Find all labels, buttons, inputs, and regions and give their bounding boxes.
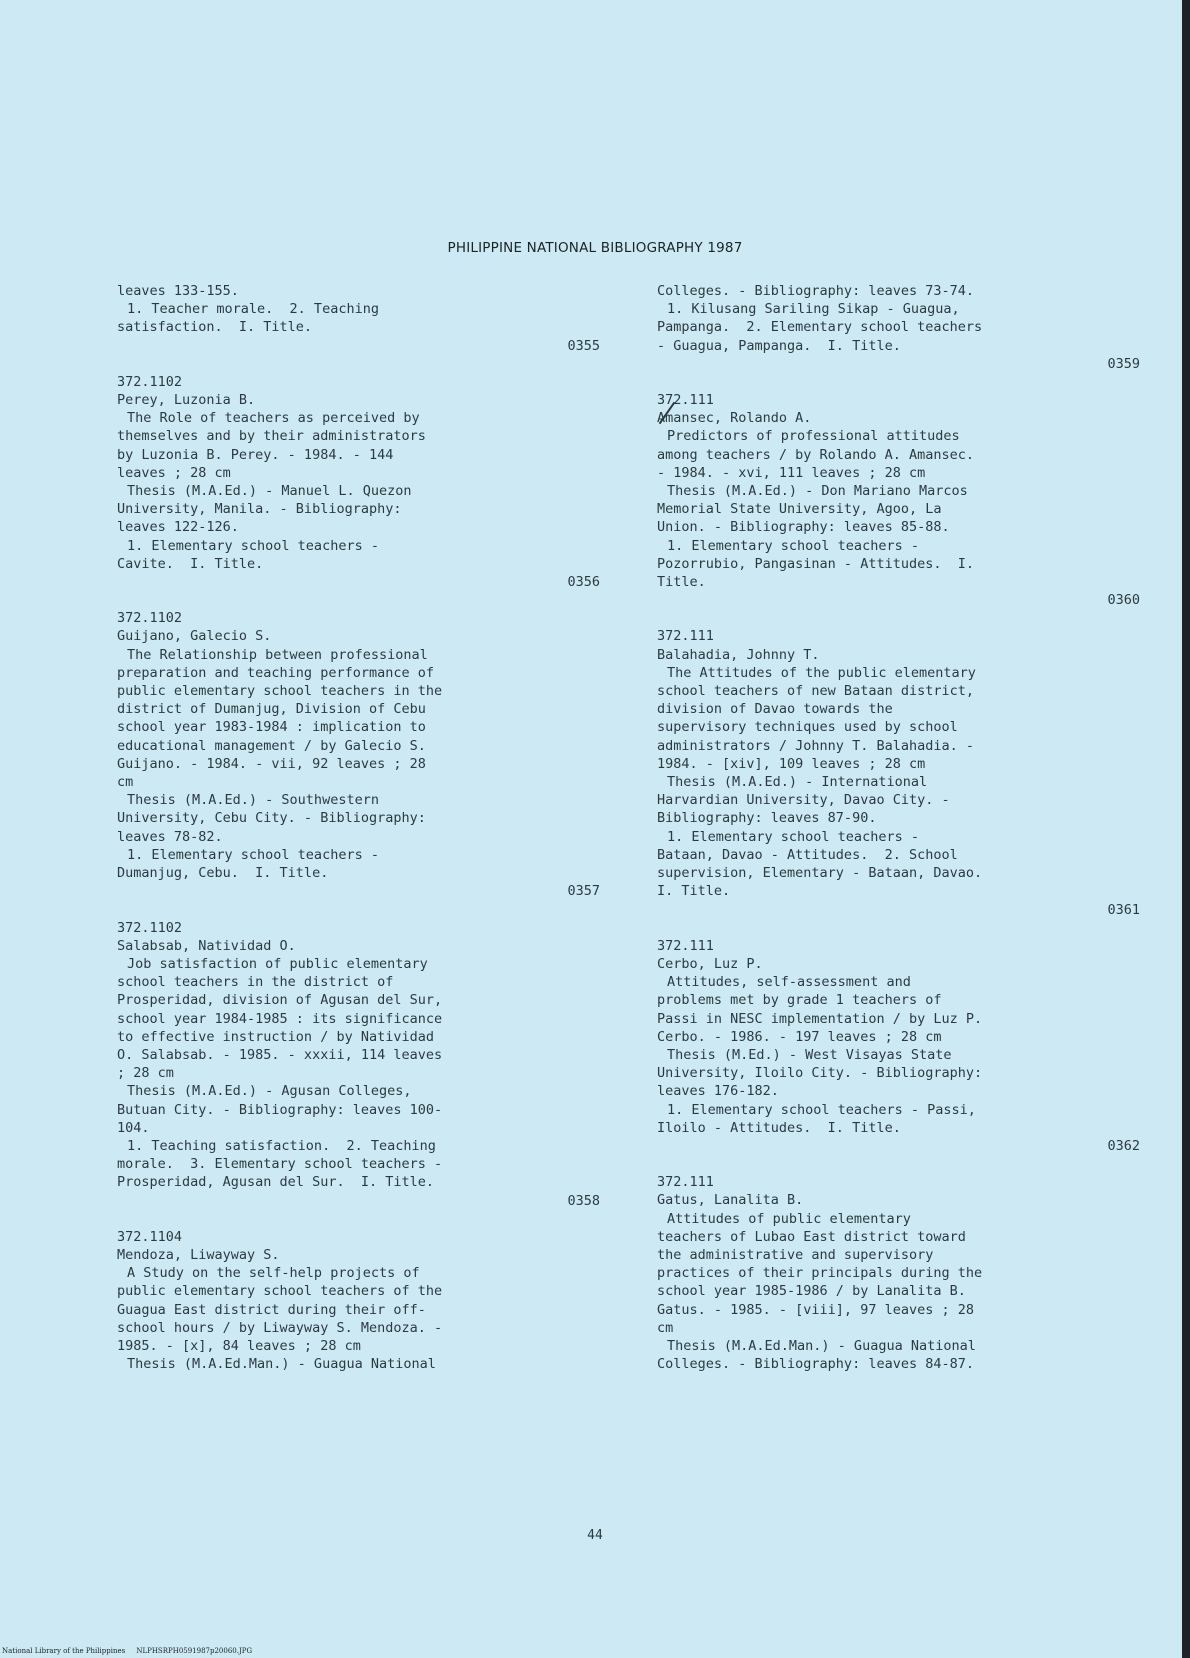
entry-line: Guijano, Galecio S.	[117, 628, 272, 645]
entry-line: Colleges. - Bibliography: leaves 84-87.	[657, 1356, 974, 1373]
entry-line: public elementary school teachers in the	[117, 683, 443, 700]
entry-line: Perey, Luzonia B.	[117, 392, 256, 409]
entry-line: 1985. - [x], 84 leaves ; 28 cm	[117, 1337, 361, 1354]
entry-line: 1. Teaching satisfaction. 2. Teaching	[127, 1137, 436, 1154]
entry-line: 1. Elementary school teachers -	[667, 828, 919, 845]
catalog-entry	[657, 391, 1142, 609]
entry-line: Prosperidad, division of Agusan del Sur,	[117, 992, 443, 1009]
entry-line: supervisory techniques used by school	[657, 719, 958, 736]
entry-line: Pozorrubio, Pangasinan - Attitudes. I.	[657, 555, 974, 572]
entry-line: Thesis (M.Ed.) - West Visayas State	[667, 1046, 952, 1063]
catalog-entry	[117, 373, 602, 591]
entry-line: themselves and by their administrators	[117, 428, 426, 445]
entry-line: Gatus. - 1985. - [viii], 97 leaves ; 28	[657, 1301, 974, 1318]
catalog-entry	[657, 627, 1142, 918]
entry-line: school teachers of new Bataan district,	[657, 683, 974, 700]
entry-line: 1. Elementary school teachers - Passi,	[667, 1101, 976, 1118]
entry-line: cm	[117, 774, 134, 791]
entry-gap	[657, 1155, 1142, 1173]
call-number: 372.111	[657, 937, 714, 954]
entry-line: O. Salabsab. - 1985. - xxxii, 114 leaves	[117, 1046, 443, 1063]
entry-line: school year 1985-1986 / by Lanalita B.	[657, 1283, 966, 1300]
entry-gap	[657, 373, 1142, 391]
entry-line: ; 28 cm	[117, 1065, 174, 1082]
entry-line: Bataan, Davao - Attitudes. 2. School	[657, 846, 958, 863]
entry-line: University, Iloilo City. - Bibliography:	[657, 1065, 983, 1082]
catalog-entry	[117, 919, 602, 1210]
entry-line: Prosperidad, Agusan del Sur. I. Title.	[117, 1174, 434, 1191]
entry-line: Thesis (M.A.Ed.Man.) - Guagua National	[127, 1356, 436, 1373]
entry-line: satisfaction. I. Title.	[117, 319, 313, 336]
entry-line: school hours / by Liwayway S. Mendoza. -	[117, 1319, 443, 1336]
call-number: 372.1102	[117, 919, 183, 936]
entry-line: Attitudes, self-assessment and	[667, 974, 911, 991]
catalog-entry	[657, 937, 1142, 1155]
entry-number: 0361	[1107, 901, 1140, 918]
entry-line: leaves 78-82.	[117, 828, 223, 845]
entry-line: Butuan City. - Bibliography: leaves 100-	[117, 1101, 443, 1118]
entry-line: practices of their principals during the	[657, 1265, 983, 1282]
entry-line: Predictors of professional attitudes	[667, 428, 960, 445]
catalog-entry	[117, 282, 602, 355]
entry-gap	[117, 1210, 602, 1228]
entry-line: The Role of teachers as perceived by	[127, 410, 420, 427]
left-column	[117, 282, 602, 1373]
entry-number: 0355	[567, 337, 600, 354]
entry-line: 1984. - [xiv], 109 leaves ; 28 cm	[657, 755, 926, 772]
entry-line: 1. Elementary school teachers -	[127, 846, 379, 863]
entry-line: Thesis (M.A.Ed.Man.) - Guagua National	[667, 1337, 976, 1354]
entry-number: 0358	[567, 1192, 600, 1209]
entry-line: Passi in NESC implementation / by Luz P.	[657, 1010, 983, 1027]
entry-line: University, Cebu City. - Bibliography:	[117, 810, 426, 827]
entry-line: - Guagua, Pampanga. I. Title.	[657, 337, 901, 354]
entry-line: supervision, Elementary - Bataan, Davao.	[657, 865, 983, 882]
entry-line: school year 1984-1985 : its significance	[117, 1010, 443, 1027]
entry-line: Dumanjug, Cebu. I. Title.	[117, 865, 329, 882]
entry-line: cm	[657, 1319, 674, 1336]
entry-line: Salabsab, Natividad O.	[117, 937, 296, 954]
entry-line: to effective instruction / by Natividad	[117, 1028, 434, 1045]
entry-line: The Relationship between professional	[127, 646, 428, 663]
call-number: 372.111	[657, 1174, 714, 1191]
page-number: 44	[587, 1528, 603, 1543]
right-column	[657, 282, 1142, 1373]
entry-line: Thesis (M.A.Ed.) - Southwestern	[127, 792, 379, 809]
entry-line: Colleges. - Bibliography: leaves 73-74.	[657, 283, 974, 299]
entry-line: Title.	[657, 574, 706, 591]
entry-line: preparation and teaching performance of	[117, 664, 434, 681]
call-number: 372.1102	[117, 610, 183, 627]
catalog-entry	[117, 1228, 602, 1374]
entry-line: administrators / Johnny T. Balahadia. -	[657, 737, 974, 754]
entry-gap	[657, 919, 1142, 937]
catalog-entry	[657, 1173, 1142, 1373]
entry-line: public elementary school teachers of the	[117, 1283, 443, 1300]
entry-line: school year 1983-1984 : implication to	[117, 719, 426, 736]
entry-number: 0357	[567, 883, 600, 900]
entry-line: Iloilo - Attitudes. I. Title.	[657, 1119, 901, 1136]
entry-line: - 1984. - xvi, 111 leaves ; 28 cm	[657, 464, 926, 481]
entry-number: 0362	[1107, 1137, 1140, 1154]
entry-gap	[117, 901, 602, 919]
entry-line: Cavite. I. Title.	[117, 555, 264, 572]
entry-line: Thesis (M.A.Ed.) - Manuel L. Quezon	[127, 483, 412, 500]
entry-line: Cerbo. - 1986. - 197 leaves ; 28 cm	[657, 1028, 942, 1045]
entry-gap	[657, 609, 1142, 627]
entry-number: 0359	[1107, 355, 1140, 372]
call-number: 372.1104	[117, 1228, 183, 1245]
entry-line: leaves 133-155.	[117, 283, 239, 299]
entry-line: the administrative and supervisory	[657, 1246, 934, 1263]
entry-number: 0360	[1107, 592, 1140, 609]
entry-number: 0356	[567, 574, 600, 591]
entry-line: Memorial State University, Agoo, La	[657, 501, 942, 518]
entry-line: Thesis (M.A.Ed.) - Agusan Colleges,	[127, 1083, 412, 1100]
entry-line: 1. Teacher morale. 2. Teaching	[127, 301, 379, 318]
catalog-entry	[117, 609, 602, 900]
entry-line: Job satisfaction of public elementary	[127, 955, 428, 972]
catalog-entry	[657, 282, 1142, 373]
entry-line: among teachers / by Rolando A. Amansec.	[657, 446, 974, 463]
entry-line: leaves 122-126.	[117, 519, 239, 536]
entry-line: 1. Kilusang Sariling Sikap - Guagua,	[667, 301, 960, 318]
entry-line: leaves 176-182.	[657, 1083, 779, 1100]
entry-line: 1. Elementary school teachers -	[667, 537, 919, 554]
entry-line: Gatus, Lanalita B.	[657, 1192, 804, 1209]
call-number: 372.1102	[117, 373, 183, 390]
entry-line: morale. 3. Elementary school teachers -	[117, 1156, 443, 1173]
entry-line: Thesis (M.A.Ed.) - International	[667, 774, 928, 791]
entry-gap	[117, 591, 602, 609]
entry-gap	[117, 355, 602, 373]
entry-line: University, Manila. - Bibliography:	[117, 501, 402, 518]
entry-line: problems met by grade 1 teachers of	[657, 992, 942, 1009]
entry-line: leaves ; 28 cm	[117, 464, 231, 481]
entry-line: educational management / by Galecio S.	[117, 737, 426, 754]
entry-line: district of Dumanjug, Division of Cebu	[117, 701, 426, 718]
entry-line: division of Davao towards the	[657, 701, 893, 718]
entry-line: Bibliography: leaves 87-90.	[657, 810, 877, 827]
entry-line: Harvardian University, Davao City. -	[657, 792, 950, 809]
running-head: PHILIPPINE NATIONAL BIBLIOGRAPHY 1987	[447, 240, 743, 256]
entry-line: Union. - Bibliography: leaves 85-88.	[657, 519, 950, 536]
entry-line: Thesis (M.A.Ed.) - Don Mariano Marcos	[667, 483, 968, 500]
call-number: 372.111	[657, 392, 714, 409]
entry-line: Amansec, Rolando A.	[657, 410, 812, 427]
entry-line: Mendoza, Liwayway S.	[117, 1246, 280, 1263]
entry-line: 1. Elementary school teachers -	[127, 537, 379, 554]
call-number: 372.111	[657, 628, 714, 645]
entry-line: The Attitudes of the public elementary	[667, 664, 976, 681]
entry-line: Attitudes of public elementary	[667, 1210, 911, 1227]
entry-line: Guijano. - 1984. - vii, 92 leaves ; 28	[117, 755, 426, 772]
entry-line: school teachers in the district of	[117, 974, 394, 991]
entry-line: Guagua East district during their off-	[117, 1301, 426, 1318]
entry-line: Cerbo, Luz P.	[657, 955, 763, 972]
entry-line: teachers of Lubao East district toward	[657, 1228, 966, 1245]
entry-line: Pampanga. 2. Elementary school teachers	[657, 319, 983, 336]
entry-line: 104.	[117, 1119, 150, 1136]
entry-line: by Luzonia B. Perey. - 1984. - 144	[117, 446, 394, 463]
scan-credit: National Library of the Philippines NLPHSRPH0591987p20060.JPG	[2, 1647, 253, 1655]
entry-line: Balahadia, Johnny T.	[657, 646, 820, 663]
entry-line: A Study on the self-help projects of	[127, 1265, 420, 1282]
entry-line: I. Title.	[657, 883, 731, 900]
